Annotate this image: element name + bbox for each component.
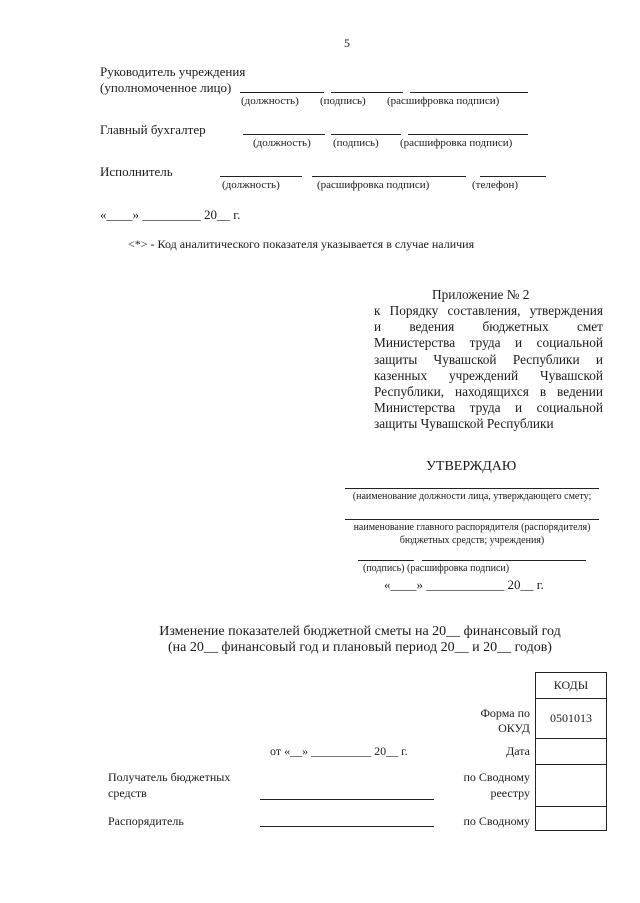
appendix-line: Министерства труда и социальной [374, 400, 603, 416]
appendix-line: к Порядку составления, утверждения [374, 303, 603, 318]
head-transcript-line [410, 92, 528, 93]
head-cap-transcript: (расшифровка подписи) [387, 95, 500, 107]
appendix-line: Республики, находящихся в ведении [374, 384, 603, 400]
head-position-line [240, 92, 324, 93]
approve-transcript-line [422, 560, 586, 561]
approve-title: УТВЕРЖДАЮ [426, 459, 517, 474]
executor-cap-position: (должность) [222, 179, 280, 191]
executor-phone-line [480, 176, 546, 177]
date-code-cell [536, 739, 607, 765]
appendix-text [374, 303, 603, 433]
approve-date-line: «____» ____________ 20__ г. [384, 577, 544, 592]
from-date: от «__» __________ 20__ г. [270, 744, 408, 758]
codes-table [535, 672, 607, 831]
executor-position-line [220, 176, 302, 177]
footnote: <*> - Код аналитического показателя указывается в случае наличия [128, 237, 475, 251]
chief-signature-line [331, 134, 401, 135]
okud-code-cell: 0501013 [536, 699, 607, 739]
doc-title-line2: (на 20__ финансовый год и плановый период 20__ и 20__ годов) [168, 640, 552, 655]
executor-transcript-line [312, 176, 466, 177]
chief-cap-position: (должность) [253, 137, 311, 149]
chief-accountant-label: Главный бухгалтер [100, 122, 206, 137]
head-cap-signature: (подпись) [320, 95, 366, 107]
signature-date-line: «____» _________ 20__ г. [100, 207, 241, 222]
recipient-label-2: средств [108, 786, 147, 800]
date-label: Дата [506, 744, 530, 758]
chief-transcript-line [408, 134, 528, 135]
registry-label-3: по Сводному [463, 814, 530, 828]
appendix-title: Приложение № 2 [432, 287, 530, 302]
appendix-line: и ведения бюджетных смет [374, 319, 603, 335]
head-cap-position: (должность) [241, 95, 299, 107]
doc-title-line1: Изменение показателей бюджетной сметы на 20__ финансовый год [159, 624, 561, 639]
executor-cap-phone: (телефон) [472, 179, 519, 191]
okud-label-2: ОКУД [498, 721, 530, 735]
okud-label-1: Форма по [480, 706, 530, 720]
approve-cap-2a: наименование главного распорядителя (распорядителя) [353, 522, 591, 533]
approve-line-1 [345, 488, 599, 489]
chief-cap-transcript: (расшифровка подписи) [400, 137, 513, 149]
manager-code-cell [536, 807, 607, 831]
approve-line-2 [345, 519, 599, 520]
executor-label: Исполнитель [100, 164, 173, 179]
head-signature-line [331, 92, 403, 93]
recipient-label-1: Получатель бюджетных [108, 770, 231, 784]
head-label-line2: (уполномоченное лицо) [100, 80, 232, 95]
approve-cap-2b: бюджетных средств; учреждения) [399, 535, 545, 546]
head-label-line1: Руководитель учреждения [100, 64, 246, 79]
appendix-line: казенных учреждений Чувашской [374, 367, 603, 383]
approve-cap-1: (наименование должности лица, утверждающего смету; [352, 491, 592, 502]
registry-label-2: реестру [490, 786, 530, 800]
approve-signature-line [358, 560, 414, 561]
page-number: 5 [344, 36, 350, 50]
registry-code-cell [536, 765, 607, 807]
approve-cap-3: (подпись) (расшифровка подписи) [363, 563, 510, 574]
appendix-line: защиты Чувашской Республики [374, 416, 554, 432]
codes-header: КОДЫ [536, 673, 607, 699]
chief-position-line [243, 134, 325, 135]
registry-label-1: по Сводному [463, 770, 530, 784]
manager-line [260, 826, 434, 827]
chief-cap-signature: (подпись) [333, 137, 379, 149]
appendix-line: Министерства труда и социальной [374, 335, 603, 351]
appendix-line: защиты Чувашской Республики и [374, 351, 603, 367]
executor-cap-transcript: (расшифровка подписи) [317, 179, 430, 191]
recipient-line [260, 799, 434, 800]
manager-label: Распорядитель [108, 814, 184, 828]
